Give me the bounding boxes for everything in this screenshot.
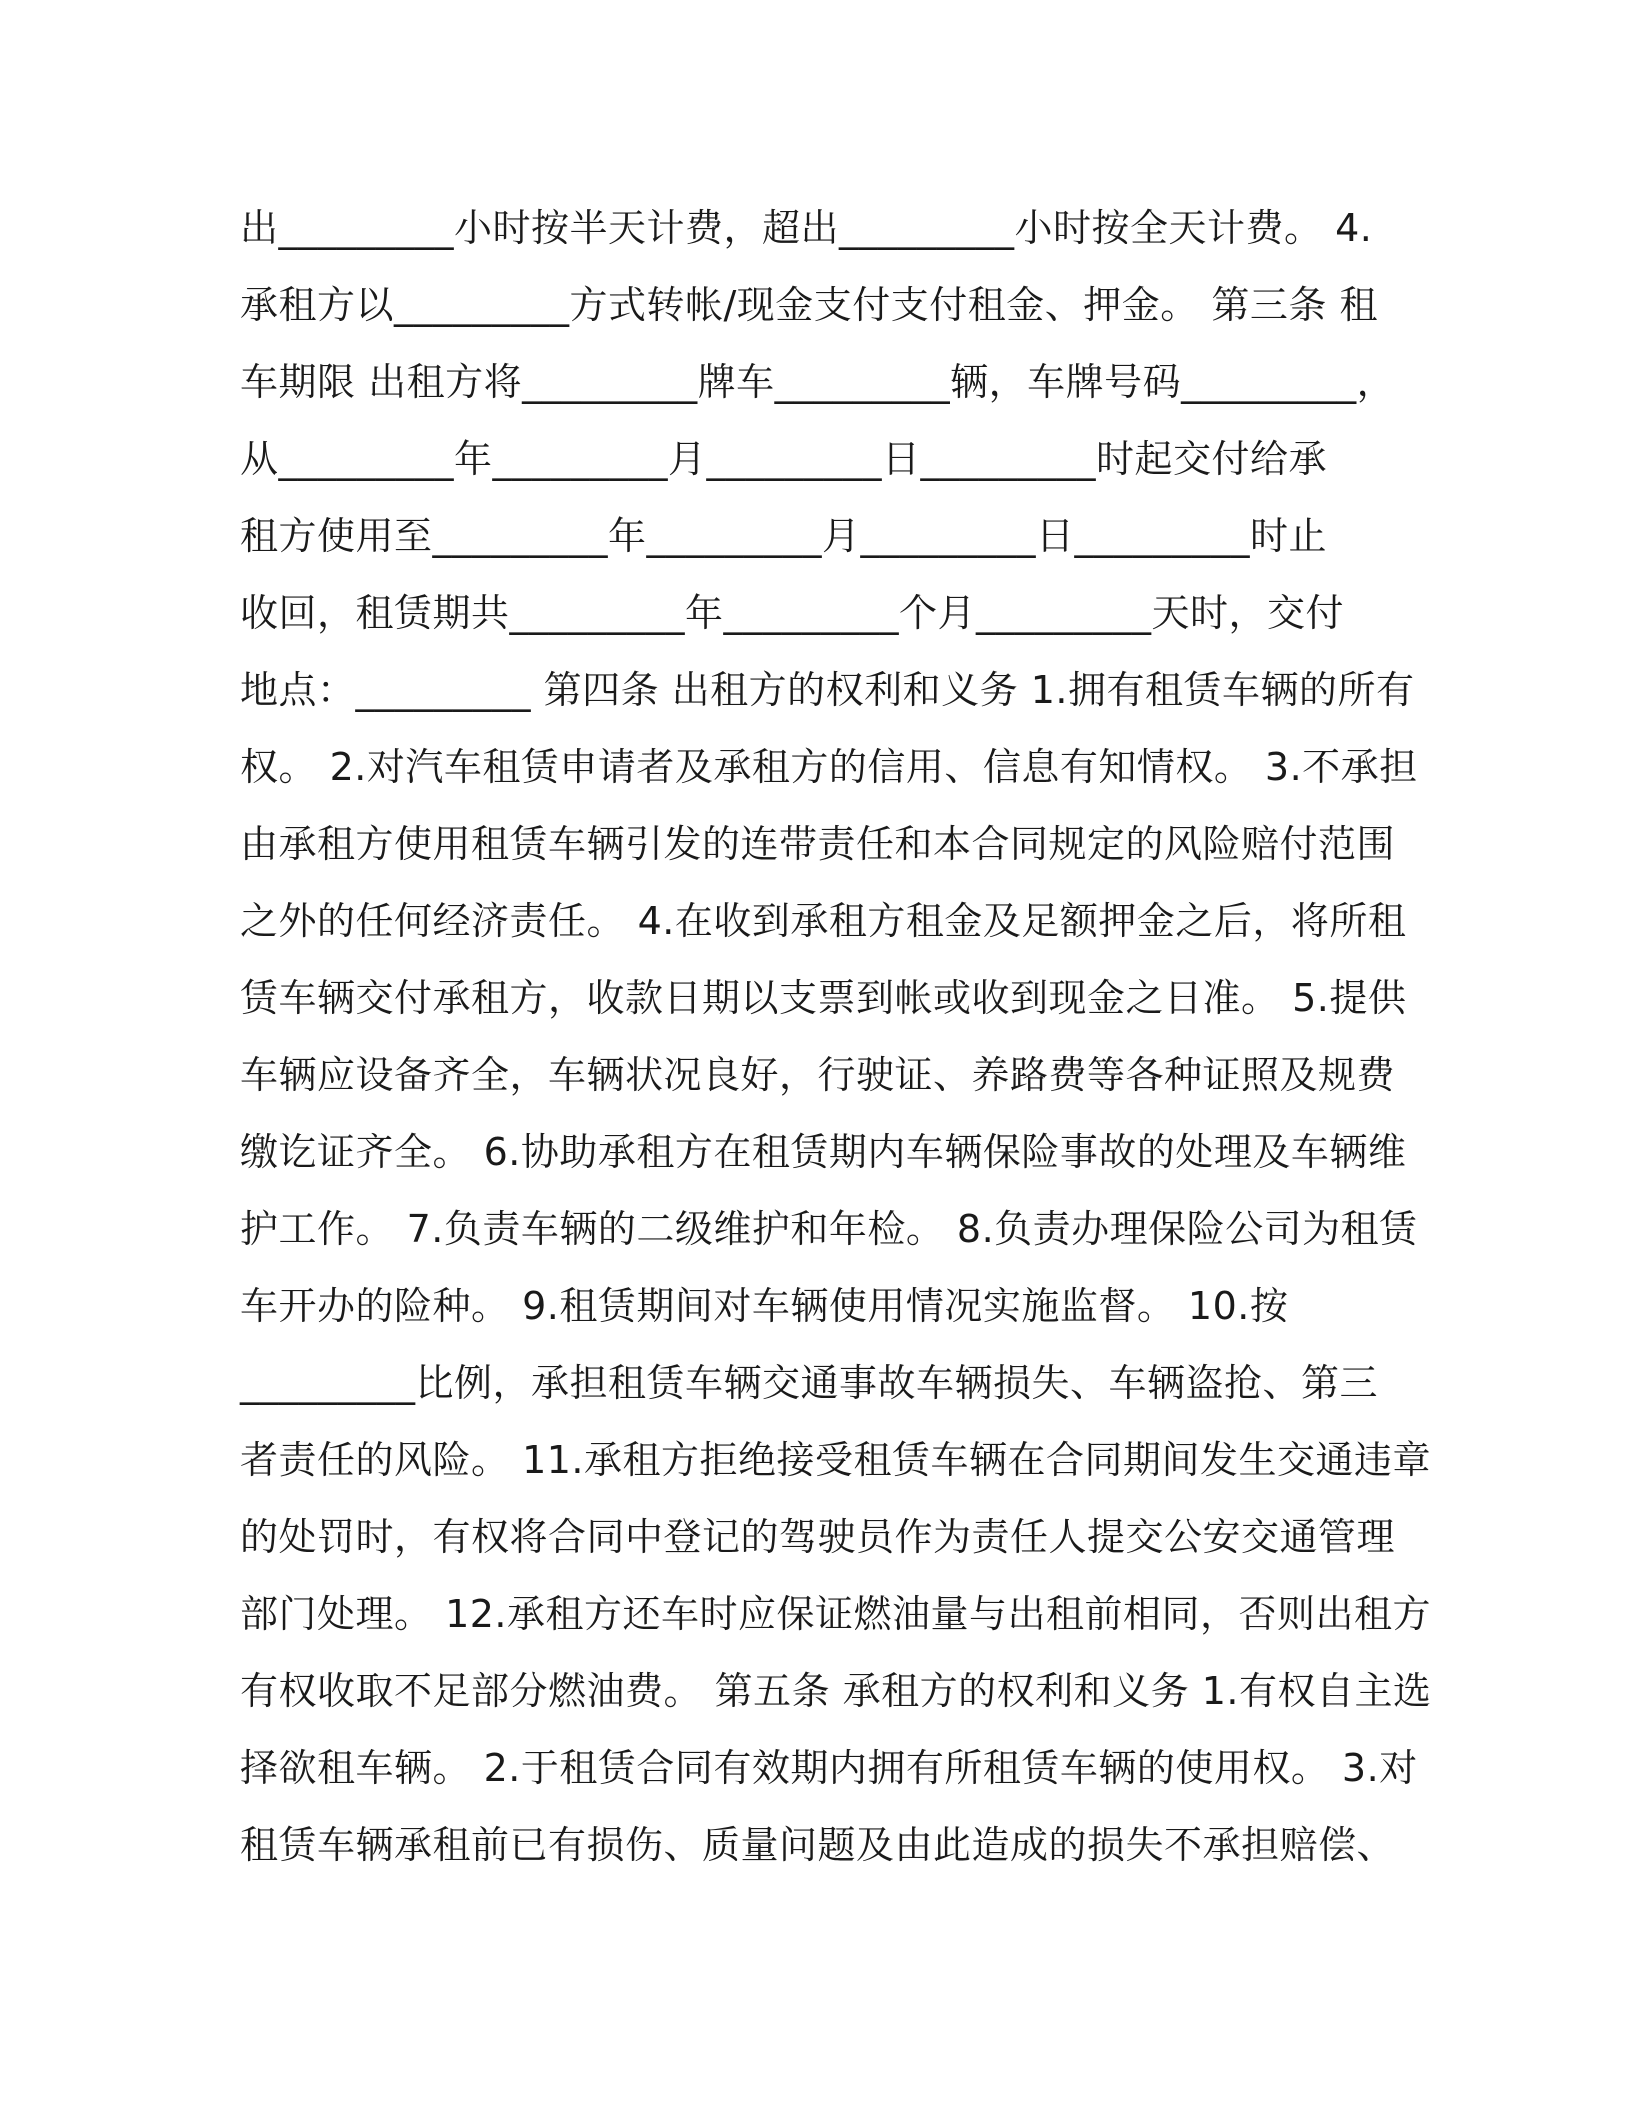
text-line: 部门处理。 12.承租方还车时应保证燃油量与出租前相同，否则出租方 — [240, 1592, 1432, 1636]
text-line: 承租方以_________方式转帐/现金支付支付租金、押金。 第三条 租 — [240, 283, 1378, 327]
text-line: 权。 2.对汽车租赁申请者及承租方的信用、信息有知情权。 3.不承担 — [240, 745, 1418, 789]
text-line: 赁车辆交付承租方，收款日期以支票到帐或收到现金之日准。 5.提供 — [240, 976, 1407, 1020]
text-line: 择欲租车辆。 2.于租赁合同有效期内拥有所租赁车辆的使用权。 3.对 — [240, 1746, 1418, 1790]
text-line: 出_________小时按半天计费，超出_________小时按全天计费。 4. — [240, 206, 1373, 250]
text-line: 从_________年_________月_________日_________时起交付给承 — [240, 437, 1328, 481]
text-line: 车开办的险种。 9.租赁期间对车辆使用情况实施监督。 10.按 — [240, 1284, 1289, 1328]
text-line: 护工作。 7.负责车辆的二级维护和年检。 8.负责办理保险公司为租赁 — [240, 1207, 1418, 1251]
text-line: 缴讫证齐全。 6.协助承租方在租赁期内车辆保险事故的处理及车辆维 — [240, 1130, 1407, 1174]
text-line: 之外的任何经济责任。 4.在收到承租方租金及足额押金之后，将所租 — [240, 899, 1407, 943]
text-line: 的处罚时，有权将合同中登记的驾驶员作为责任人提交公安交通管理 — [240, 1515, 1396, 1559]
text-line: 有权收取不足部分燃油费。 第五条 承租方的权利和义务 1.有权自主选 — [240, 1669, 1432, 1713]
text-line: _________比例，承担租赁车辆交通事故车辆损失、车辆盗抢、第三 — [240, 1361, 1379, 1405]
text-line: 车期限 出租方将_________牌车_________辆，车牌号码_________， — [240, 360, 1396, 404]
text-line: 租方使用至_________年_________月_________日_________时止 — [240, 514, 1328, 558]
text-line: 者责任的风险。 11.承租方拒绝接受租赁车辆在合同期间发生交通违章 — [240, 1438, 1432, 1482]
text-line: 由承租方使用租赁车辆引发的连带责任和本合同规定的风险赔付范围 — [240, 822, 1396, 866]
text-line: 租赁车辆承租前已有损伤、质量问题及由此造成的损失不承担赔偿、 — [240, 1823, 1396, 1867]
text-line: 收回，租赁期共_________年_________个月_________天时，交付 — [240, 591, 1345, 635]
contract-body-text — [240, 190, 1432, 1884]
text-line: 车辆应设备齐全，车辆状况良好，行驶证、养路费等各种证照及规费 — [240, 1053, 1396, 1097]
text-line: 地点：_________ 第四条 出租方的权利和义务 1.拥有租赁车辆的所有 — [240, 668, 1415, 712]
